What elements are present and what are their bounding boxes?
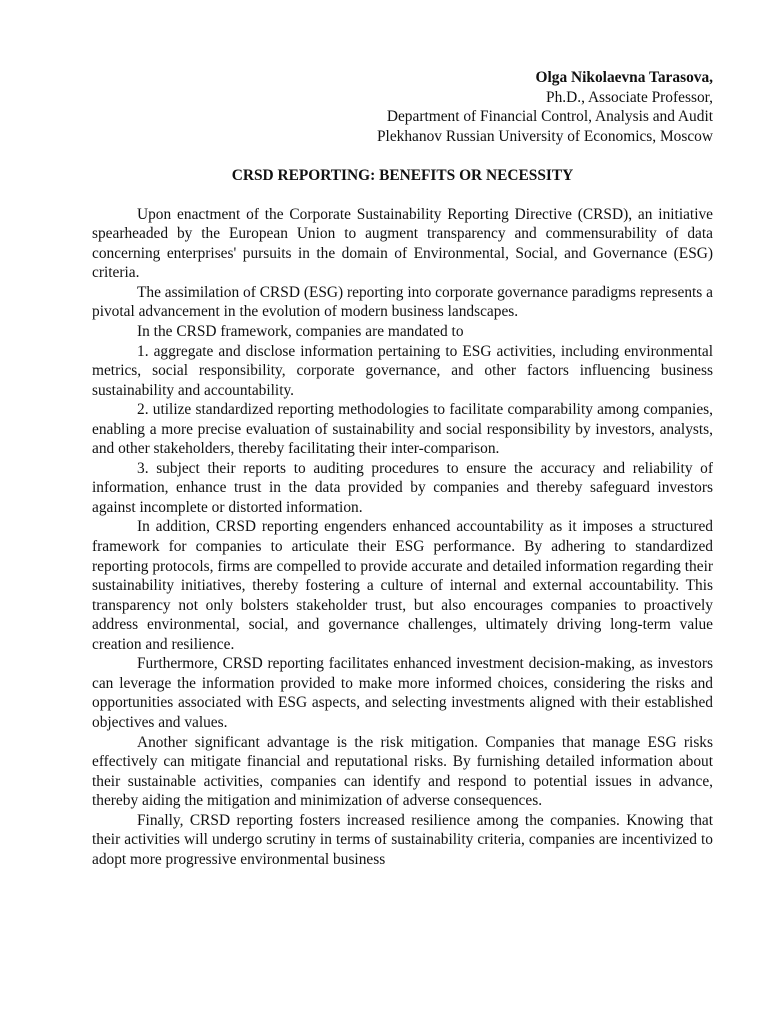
author-block [92,68,713,146]
list-item-standardize: 2. utilize standardized reporting methodologies to facilitate comparability among companies, enabling a more precise evaluation of sustainability and social responsibility by investors, analysts, and other stakeholders, thereby facilitating their inter-comparison. [92,401,713,458]
article-title: CRSD REPORTING: BENEFITS OR NECESSITY [231,167,574,185]
author-department: Department of Financial Control, Analysis and Audit [386,108,713,126]
paragraph-assimilation: The assimilation of CRSD (ESG) reporting into corporate governance paradigms represents a pivotal advancement in the evolution of modern business landscapes. [92,283,713,321]
paragraph-investment: Furthermore, CRSD reporting facilitates enhanced investment decision-making, as investors can leverage the information provided to make more informed choices, considering the risks and opportunities associated with ESG aspects, and selecting investments aligned with their established objectives and values. [92,655,713,731]
list-item-aggregate: 1. aggregate and disclose information pertaining to ESG activities, including environmental metrics, social responsibility, corporate governance, and other factors influencing business sustainability and accountability. [92,342,713,399]
paragraph-intro: Upon enactment of the Corporate Sustainability Reporting Directive (CRSD), an initiative spearheaded by the European Union to augment transparency and commensurability of data concerning enterprises' pursuits in the domain of Environmental, Social, and Governance (ESG) criteria. [92,205,713,282]
article-body [92,205,713,870]
author-degree: Ph.D., Associate Professor, [546,88,713,106]
list-item-audit: 3. subject their reports to auditing procedures to ensure the accuracy and reliability of information, enhance trust in the data provided by companies and thereby safeguard investors against incomplete or distorted information. [92,459,713,516]
author-university: Plekhanov Russian University of Economics, Moscow [377,127,713,145]
author-name: Olga Nikolaevna Tarasova, [535,69,713,86]
paragraph-risk: Another significant advantage is the risk mitigation. Companies that manage ESG risks effectively can mitigate financial and reputational risks. By furnishing detailed information about their sustainable activities, companies can identify and respond to potential issues in advance, thereby aiding the mitigation and minimization of adverse consequences. [92,733,713,810]
paragraph-resilience: Finally, CRSD reporting fosters increased resilience among the companies. Knowing that their activities will undergo scrutiny in terms of sustainability criteria, companies are incentivized to adopt more progressive environmental business [92,811,713,868]
paragraph-accountability: In addition, CRSD reporting engenders enhanced accountability as it imposes a structured framework for companies to articulate their ESG performance. By adhering to standardized reporting protocols, firms are compelled to provide accurate and detailed information regarding their sustainability initiatives, thereby fostering a culture of internal and external accountability. This transparency not only bolsters stakeholder trust, but also encourages companies to proactively address environmental, social, and governance challenges, ultimately driving long-term value creation and resilience. [92,518,713,653]
paragraph-framework: In the CRSD framework, companies are mandated to [137,323,464,341]
document-page [92,68,713,869]
